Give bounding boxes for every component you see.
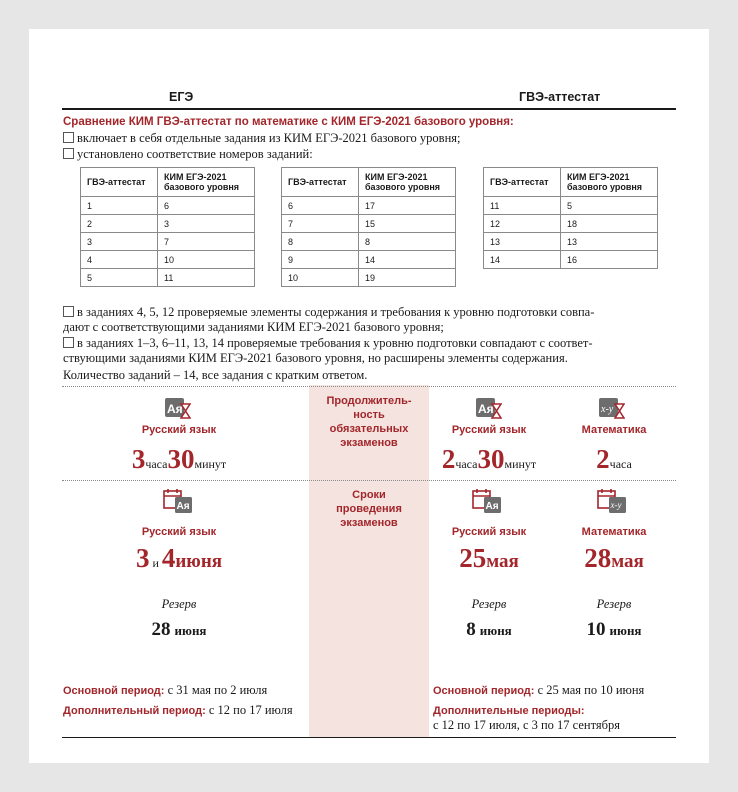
svg-text:Ая: Ая [478, 402, 494, 416]
gve-extra-period-label: Дополнительные периоды: [433, 705, 585, 717]
svg-text:x-y: x-y [601, 404, 614, 415]
gve-rus-reserve-label: Резерв [471, 597, 507, 611]
svg-text:Ая: Ая [176, 501, 190, 512]
svg-text:x-y: x-y [610, 500, 622, 510]
ege-duration-subject: Русский язык [141, 424, 217, 436]
gve-extra-period: с 12 по 17 июля, с 3 по 17 сентября [433, 718, 621, 732]
correspondence-table-3: ГВЭ-аттестат КИМ ЕГЭ-2021 базового уровня 11 5 12 18 13 13 14 16 [483, 167, 658, 269]
gve-math-duration-subject: Математика [581, 424, 647, 436]
ege-reserve-date: 28 июня [151, 619, 207, 640]
page [29, 29, 709, 763]
gve-rus-reserve-date: 8 июня [466, 619, 512, 640]
gve-rus-duration-value: 2часа30минут [441, 444, 537, 474]
bottom-rule [62, 737, 676, 738]
calendar-math-icon [597, 488, 627, 514]
checkbox-icon [63, 337, 74, 348]
dotted-divider [62, 480, 676, 481]
correspondence-table-2: ГВЭ-аттестат КИМ ЕГЭ-2021 базового уровня 6 17 7 15 8 8 9 14 10 19 [281, 167, 456, 287]
comparison-title: Сравнение КИМ ГВЭ-аттестат по математике с КИМ ЕГЭ-2021 базового уровня: [63, 116, 514, 128]
calendar-russian-icon [163, 488, 193, 514]
russian-language-icon [476, 397, 502, 423]
correspondence-table-1: ГВЭ-аттестат КИМ ЕГЭ-2021 базового уровня 1 6 2 3 3 7 4 10 5 11 [80, 167, 255, 287]
ege-main-period: Основной период: с 31 мая по 2 июля [63, 683, 268, 697]
svg-text:Ая: Ая [485, 501, 499, 512]
checkbox-icon [63, 132, 74, 143]
calendar-russian-icon [472, 488, 502, 514]
checkbox-icon [63, 148, 74, 159]
comparison-item-3: в заданиях 4, 5, 12 проверяемые элементы содержания и требования к уровню подготовки совпа- дают с соответствующими заданиями КИМ ЕГЭ-2021 базового уровня; [63, 305, 595, 334]
comparison-item-1: включает в себя отдельные задания из КИМ ЕГЭ-2021 базового уровня; [63, 131, 460, 146]
gve-column-header: ГВЭ-аттестат [519, 90, 601, 104]
gve-math-dates-value: 28мая [584, 543, 644, 573]
gve-math-reserve-label: Резерв [596, 597, 632, 611]
task-count: Количество заданий – 14, все задания с кратким ответом. [63, 368, 368, 382]
gve-math-duration-value: 2часа [596, 444, 632, 474]
header-rule [62, 108, 676, 110]
russian-language-icon [165, 397, 191, 423]
svg-text:Ая: Ая [167, 402, 183, 416]
gve-math-reserve-date: 10 июня [586, 619, 642, 640]
duration-label: Продолжитель- ность обязательных экзаменов [326, 395, 412, 449]
ege-dates-value: 3 и 4июня [135, 543, 223, 573]
gve-rus-duration-subject: Русский язык [451, 424, 527, 436]
gve-math-dates-subject: Математика [581, 526, 647, 538]
gve-rus-dates-subject: Русский язык [451, 526, 527, 538]
ege-extra-period: Дополнительный период: с 12 по 17 июля [63, 703, 293, 717]
ege-column-header: ЕГЭ [169, 90, 194, 104]
dotted-divider [62, 386, 676, 387]
comparison-item-4: в заданиях 1–3, 6–11, 13, 14 проверяемые требования к уровню подготовки совпадают с соответ- ствующими заданиями КИМ ЕГЭ-2021 базового уровня, но расширены элементы содержания. [63, 336, 593, 365]
checkbox-icon [63, 306, 74, 317]
math-icon [599, 397, 625, 423]
dates-label: Сроки проведения экзаменов [336, 489, 402, 529]
ege-duration-value: 3часа30минут [131, 444, 227, 474]
gve-main-period: Основной период: с 25 мая по 10 июня [433, 683, 645, 697]
gve-rus-dates-value: 25мая [459, 543, 519, 573]
ege-reserve-label: Резерв [161, 597, 197, 611]
comparison-item-2: установлено соответствие номеров заданий: [63, 147, 313, 162]
ege-dates-subject: Русский язык [141, 526, 217, 538]
